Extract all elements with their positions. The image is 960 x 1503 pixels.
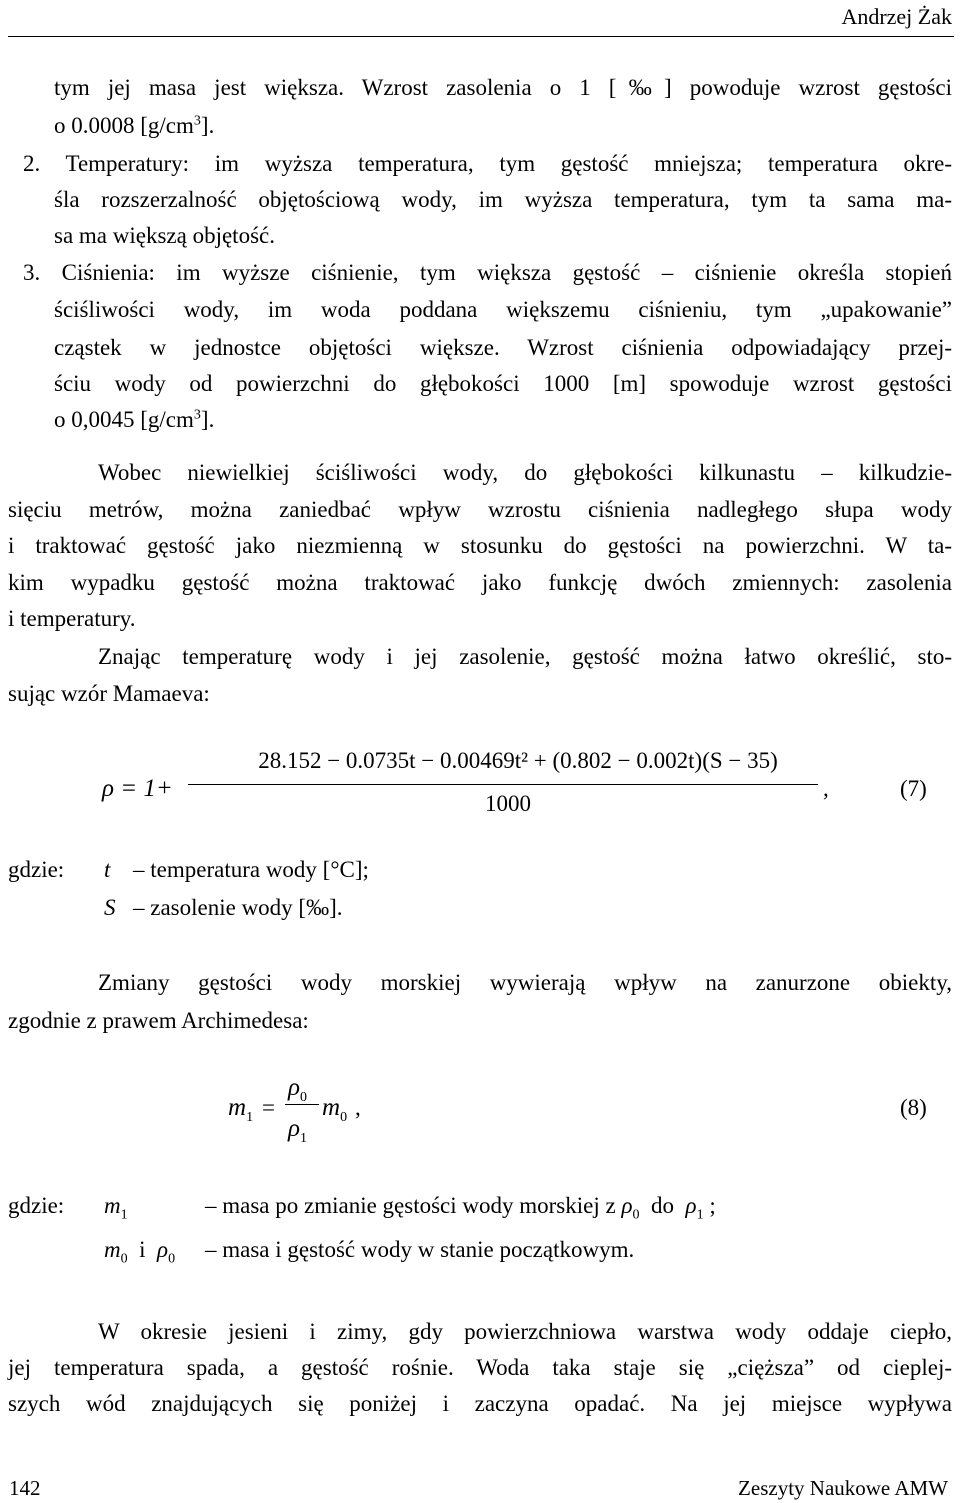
header-rule [8, 36, 954, 37]
symbol-m: m [104, 1193, 121, 1218]
eq8-denominator [288, 1115, 307, 1146]
header-author: Andrzej Żak [841, 4, 952, 29]
text-span: o 0,0045 [g/cm [54, 407, 194, 432]
eq8-comma: , [355, 1095, 361, 1120]
eq7-numerator: 28.152 − 0.0735t − 0.00469t² + (0.802 − 0.002t)(S − 35) [258, 748, 778, 773]
text-line: sując wzór Mamaeva: [8, 681, 210, 706]
eq7-lhs: ρ = 1+ [102, 775, 173, 802]
symbol-m: m [322, 1094, 341, 1121]
superscript: 3 [193, 113, 201, 129]
text-line: zgodnie z prawem Archimedesa: [8, 1008, 309, 1033]
eq7-fraction-bar [188, 784, 818, 785]
eq8-lhs [228, 1094, 254, 1125]
m0-line [104, 1236, 176, 1267]
text-line: ściu wody od powierzchni do głębokości 1000 [m] spowoduje wzrost gęstości [54, 371, 952, 396]
subscript: 1 [246, 1110, 254, 1125]
symbol-S: S [104, 895, 116, 920]
eq7-number: (7) [900, 776, 927, 801]
subscript: 0 [340, 1110, 348, 1125]
eq7-comma: , [823, 776, 829, 801]
m0-description: – masa i gęstość wody w stanie początkowym. [205, 1237, 635, 1262]
text-line: 3. Ciśnienia: im wyższe ciśnienie, tym większa gęstość – ciśnienie określa stopień [23, 260, 952, 285]
journal-name: Zeszyty Naukowe AMW [738, 1476, 948, 1500]
eq8-fraction-bar [285, 1104, 319, 1105]
text-line: i traktować gęstość jako niezmienną w stosunku do gęstości na powierzchni. W ta- [8, 533, 952, 558]
symbol-rho: ρ [157, 1237, 169, 1262]
text-line: Zmiany gęstości wody morskiej wywierają wpływ na zanurzone obiekty, [98, 970, 952, 995]
text-line: jej temperatura spada, a gęstość rośnie. Woda taka staje się „cięższa” od cieplej- [8, 1355, 952, 1380]
symbol-rho: ρ [288, 1074, 300, 1101]
subscript: 0 [300, 1090, 307, 1105]
eq7-denominator: 1000 [485, 791, 531, 816]
text-span: o 0.0008 [g/cm [54, 113, 194, 138]
text-line: Wobec niewielkiej ściśliwości wody, do głębokości kilkunastu – kilkudzie- [98, 460, 952, 485]
text-line [54, 112, 214, 140]
text-line: ściśliwości wody, im woda poddana większemu ciśnieniu, tym „upakowanie” [54, 297, 952, 322]
text-line [54, 406, 214, 434]
superscript: 3 [193, 407, 201, 423]
m1-description [205, 1192, 716, 1223]
subscript: 0 [120, 1251, 128, 1267]
text-line: W okresie jesieni i zimy, gdy powierzchniowa warstwa wody oddaje ciepło, [98, 1319, 952, 1344]
text-line: sięciu metrów, można zaniedbać wpływ wzrostu ciśnienia nadległego słupa wody [8, 497, 952, 522]
text-line: śla rozszerzalność objętościową wody, im wyższa temperatura, tym ta sama ma- [54, 187, 952, 212]
subscript: 1 [696, 1207, 704, 1223]
t-description: – temperatura wody [°C]; [133, 857, 369, 882]
text-line: Znając temperaturę wody i jej zasolenie, gęstość można łatwo określić, sto- [98, 644, 952, 669]
text-line: sa ma większą objętość. [54, 223, 275, 248]
text-span: do [651, 1193, 675, 1218]
page-number: 142 [9, 1476, 41, 1500]
eq8-numerator [288, 1074, 307, 1105]
subscript: 1 [300, 1131, 307, 1146]
text-span: ]. [200, 407, 215, 432]
text-line: cząstek w jednostce objętości większe. Wzrost ciśnienia odpowiadający przej- [54, 335, 952, 360]
symbol-rho: ρ [288, 1115, 300, 1142]
symbol-m: m [104, 1237, 121, 1262]
text-line: szych wód znajdujących się poniżej i zaczyna opadać. Na jej miejsce wypływa [8, 1391, 952, 1416]
eq8-number: (8) [900, 1095, 927, 1120]
text-span: i [139, 1237, 146, 1262]
symbol-m1 [104, 1192, 128, 1223]
symbol-t: t [104, 857, 111, 882]
eq8-rhs [322, 1094, 348, 1125]
symbol-rho: ρ [685, 1193, 697, 1218]
text-span: ; [709, 1193, 716, 1218]
eq8-equals: = [262, 1095, 275, 1120]
subscript: 0 [168, 1251, 176, 1267]
subscript: 1 [120, 1207, 128, 1223]
S-description: – zasolenie wody [‰]. [133, 895, 343, 920]
symbol-rho: ρ [621, 1193, 633, 1218]
where-label: gdzie: [8, 857, 65, 882]
where-label: gdzie: [8, 1193, 65, 1218]
subscript: 0 [632, 1207, 640, 1223]
text-line: 2. Temperatury: im wyższa temperatura, tym gęstość mniejsza; temperatura okre- [23, 151, 952, 176]
text-span: – masa po zmianie gęstości wody morskiej z [205, 1193, 616, 1218]
text-line: tym jej masa jest większa. Wzrost zasolenia o 1 [‰] powoduje wzrost gęstości [54, 75, 952, 100]
text-line: i temperatury. [8, 606, 136, 631]
symbol-m: m [228, 1094, 247, 1121]
text-span: ]. [200, 113, 215, 138]
text-line: kim wypadku gęstość można traktować jako funkcję dwóch zmiennych: zasolenia [8, 570, 952, 595]
